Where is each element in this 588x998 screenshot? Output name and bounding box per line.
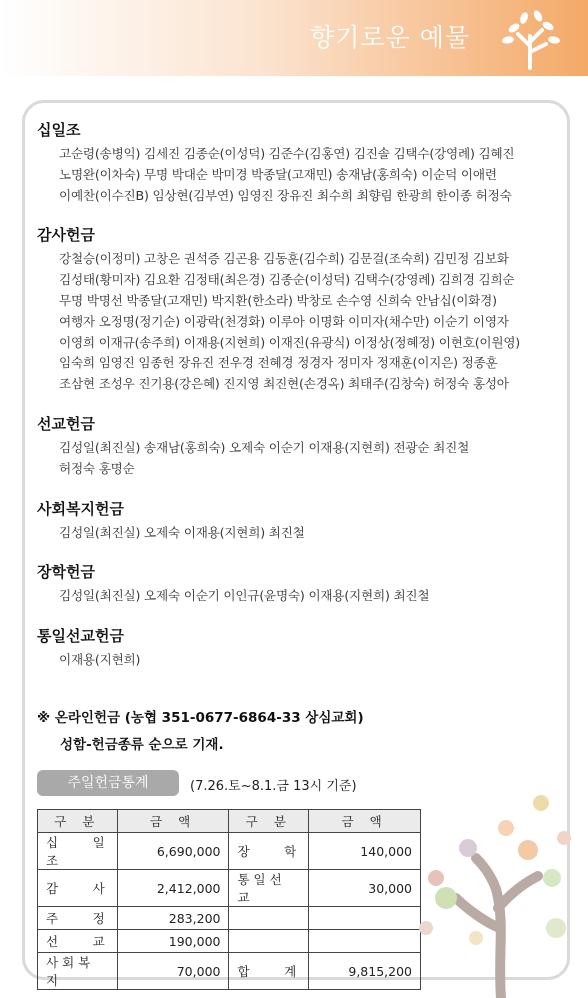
category-cell [229,930,309,953]
section-title: 사회복지헌금 [37,499,124,518]
page-header-banner [0,0,588,76]
column-header: 구 분 [229,810,309,833]
stats-date-range: (7.26.토~8.1.금 13시 기준) [190,779,357,794]
table-row [38,953,421,990]
section-title: 십일조 [37,121,81,139]
donor-list: 김성일(최진실) 오제숙 이재용(지현희) 최진철 [59,524,305,540]
page-title: 향기로운 예물 [310,23,470,52]
amount-cell: 283,200 [117,907,229,930]
column-header: 금 액 [117,810,229,833]
online-offering-instruction: 성함-헌금종류 순으로 기재. [60,737,224,753]
decorative-tree-icon [406,788,576,998]
section-title: 장학헌금 [37,563,95,582]
table-row [38,870,421,907]
section-title: 선교헌금 [37,414,95,433]
offering-stats-table [37,809,421,990]
offering-section [37,120,557,206]
amount-cell [309,930,421,953]
category-cell: 합 계 [229,953,309,990]
column-header: 금 액 [309,810,421,833]
amount-cell: 2,412,000 [117,870,229,907]
donor-list: 이재용(지현희) [59,652,141,668]
offering-section [37,414,557,480]
offering-section [37,562,557,607]
amount-cell [309,907,421,930]
category-cell [229,907,309,930]
category-cell: 장 학 [229,833,309,870]
category-cell: 주 정 [38,907,118,930]
table-header-row [38,810,421,833]
amount-cell: 6,690,000 [117,833,229,870]
sprout-tree-icon [494,6,566,70]
section-title: 통일선교헌금 [37,627,124,646]
donor-list: 고순령(송병익) 김세진 김종순(이성덕) 김준수(김홍연) 김진솔 김택수(강영례) 김혜진 노명완(이차숙) 무명 박대순 박미경 박종달(고재민) 송재남(홍희숙) 이순덕 이애련 이예찬(이수진B) 임상현(김부연) 임영진 장유진 최수희 최향림 한광희 한이종 허정숙 [59,146,515,203]
amount-cell: 140,000 [309,833,421,870]
offering-section [37,499,557,544]
table-row [38,833,421,870]
offering-sections [37,120,557,690]
category-cell: 선 교 [38,930,118,953]
offering-section [37,225,557,395]
offering-section [37,626,557,671]
donor-list: 강철승(이정미) 고창은 권석증 김곤용 김동훈(김수희) 김문걸(조숙희) 김민정 김보화 김성태(황미자) 김요환 김정태(최은경) 김종순(이성덕) 김택수(강영례) 김희경 김희순 무명 박명선 박종달(고재민) 박지환(한소라) 박창로 손수영 신희숙 안남십(이화경) 여행자 오정명(정기순) 이광락(천경화) 이루아 이명화 이미자(채수만) 이순기 이영자 이영희 이재규(송주희) 이재용(지현희) 이재진(유광식) 이정상(정혜정) 이현호(이원영) 임숙희 임영진 임종헌 장유진 전우경 전혜경 정경자 정미자 정재훈(이지은) 정종훈 조삼현 조성우 진기용(강은혜) 진지영 최진현(손경옥) 최태주(김창숙) 허정숙 홍성아 [59,251,521,392]
category-cell: 사회복지 [38,953,118,990]
donor-list: 김성일(최진실) 송재남(홍희숙) 오제숙 이순기 이재용(지현희) 전광순 최진철 허정숙 홍명순 [59,439,470,476]
category-cell: 통일선교 [229,870,309,907]
table-row [38,930,421,953]
category-cell: 십 일 조 [38,833,118,870]
amount-cell: 70,000 [117,953,229,990]
section-title: 감사헌금 [37,226,95,245]
donor-list: 김성일(최진실) 오제숙 이순기 이인규(윤명숙) 이재용(지현희) 최진철 [59,588,430,604]
online-offering-notice: ※ 온라인헌금 (농협 351-0677-6864-33 상심교회) [37,710,364,726]
weekly-stats-tab: 주일헌금통계 [37,770,179,796]
table-row [38,907,421,930]
amount-cell: 9,815,200 [309,953,421,990]
column-header: 구 분 [38,810,118,833]
amount-cell: 30,000 [309,870,421,907]
category-cell: 감 사 [38,870,118,907]
amount-cell: 190,000 [117,930,229,953]
